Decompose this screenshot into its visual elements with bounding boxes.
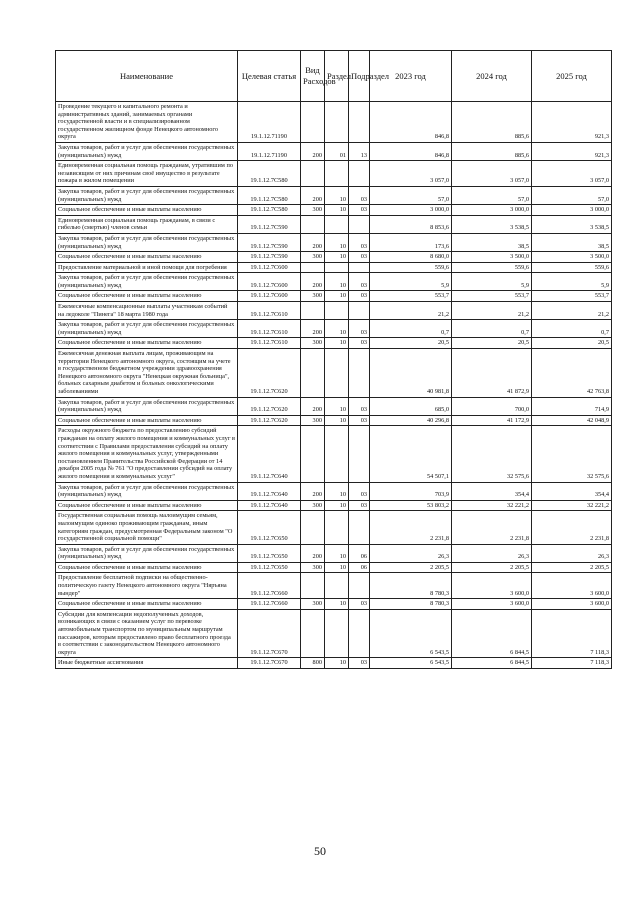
row-amount-2024: 2 205,5: [452, 562, 532, 573]
row-name: Социальное обеспечение и иные выплаты населению: [56, 205, 238, 216]
row-expense-type: 300: [301, 415, 325, 426]
row-subsection: 06: [349, 562, 370, 573]
row-section: [325, 609, 349, 658]
row-target-article: 19.1.12.7С670: [238, 609, 301, 658]
header-2025: 2025 год: [532, 51, 612, 102]
row-expense-type: 300: [301, 599, 325, 610]
table-row: [56, 573, 612, 599]
row-amount-2025: 3 000,0: [532, 205, 612, 216]
row-subsection: 03: [349, 273, 370, 291]
row-amount-2024: 3 538,5: [452, 215, 532, 233]
row-target-article: 19.1.12.7С580: [238, 161, 301, 187]
row-target-article: 19.1.12.7С600: [238, 273, 301, 291]
row-name: Государственная социальная помощь малоимущим семьям, малоимущим одиноко проживающим гражданам, иным категориям граждан, предусмотренная Федеральным законом "О государственной социальной помощи": [56, 511, 238, 544]
row-section: [325, 262, 349, 273]
row-name: Предоставление бесплатной подписки на общественно-политическую газету Ненецкого автономного округа "Няръяна вындер": [56, 573, 238, 599]
row-subsection: 03: [349, 397, 370, 415]
row-subsection: 03: [349, 599, 370, 610]
table-row: [56, 562, 612, 573]
row-name: Закупка товаров, работ и услуг для обеспечения государственных (муниципальных) нужд: [56, 186, 238, 204]
row-amount-2024: 21,2: [452, 302, 532, 320]
row-subsection: [349, 426, 370, 482]
row-section: [325, 573, 349, 599]
row-amount-2023: 173,6: [370, 233, 452, 251]
row-amount-2024: 885,6: [452, 102, 532, 143]
row-amount-2023: 3 057,0: [370, 161, 452, 187]
row-name: Закупка товаров, работ и услуг для обеспечения государственных (муниципальных) нужд: [56, 544, 238, 562]
row-subsection: 06: [349, 544, 370, 562]
row-subsection: 13: [349, 142, 370, 160]
row-target-article: 19.1.12.7С660: [238, 599, 301, 610]
table-row: [56, 233, 612, 251]
row-amount-2025: 3 538,5: [532, 215, 612, 233]
row-amount-2025: 42 048,9: [532, 415, 612, 426]
row-expense-type: [301, 161, 325, 187]
row-expense-type: 300: [301, 562, 325, 573]
row-subsection: 03: [349, 500, 370, 511]
row-amount-2023: 846,8: [370, 102, 452, 143]
row-amount-2024: 41 872,9: [452, 349, 532, 398]
row-amount-2023: 6 543,5: [370, 658, 452, 669]
table-row: [56, 102, 612, 143]
row-expense-type: [301, 426, 325, 482]
header-subsection: Подраздел: [349, 51, 370, 102]
row-section: [325, 511, 349, 544]
table-row: [56, 142, 612, 160]
row-amount-2025: 559,6: [532, 262, 612, 273]
row-name: Единовременная социальная помощь гражданам, в связи с гибелью (смертью) членов семьи: [56, 215, 238, 233]
table-row: [56, 338, 612, 349]
row-expense-type: [301, 262, 325, 273]
row-section: 10: [325, 320, 349, 338]
row-subsection: [349, 349, 370, 398]
row-expense-type: 200: [301, 544, 325, 562]
row-subsection: 03: [349, 658, 370, 669]
row-subsection: 03: [349, 320, 370, 338]
row-subsection: 03: [349, 291, 370, 302]
table-row: [56, 426, 612, 482]
row-amount-2025: 3 057,0: [532, 161, 612, 187]
row-name: Проведение текущего и капитального ремонта и административных зданий, занимаемых органами государственной власти и в специализированном государственном жилищном фонде Ненецкого автономного округа: [56, 102, 238, 143]
row-expense-type: 200: [301, 482, 325, 500]
header-expense-type: Вид Расходов: [301, 51, 325, 102]
row-section: 10: [325, 186, 349, 204]
row-section: 10: [325, 544, 349, 562]
row-target-article: 19.1.12.7С650: [238, 562, 301, 573]
row-amount-2025: 38,5: [532, 233, 612, 251]
row-subsection: 03: [349, 338, 370, 349]
row-expense-type: 300: [301, 500, 325, 511]
row-amount-2024: 3 500,0: [452, 252, 532, 263]
row-target-article: 19.1.12.7С590: [238, 252, 301, 263]
row-target-article: 19.1.12.7С650: [238, 544, 301, 562]
row-subsection: 03: [349, 205, 370, 216]
row-amount-2025: 7 118,3: [532, 609, 612, 658]
row-amount-2023: 40 296,8: [370, 415, 452, 426]
row-name: Иные бюджетные ассигнования: [56, 658, 238, 669]
row-subsection: [349, 573, 370, 599]
row-amount-2025: 3 500,0: [532, 252, 612, 263]
row-name: Ежемесячные компенсационные выплаты участникам событий на ледоколе "Пинега" 18 марта 1980 года: [56, 302, 238, 320]
row-amount-2023: 553,7: [370, 291, 452, 302]
row-amount-2024: 32 221,2: [452, 500, 532, 511]
row-expense-type: [301, 215, 325, 233]
row-target-article: 19.1.12.71190: [238, 102, 301, 143]
row-amount-2023: 40 981,8: [370, 349, 452, 398]
row-expense-type: 200: [301, 186, 325, 204]
row-amount-2024: 32 575,6: [452, 426, 532, 482]
row-section: 10: [325, 397, 349, 415]
row-expense-type: 300: [301, 252, 325, 263]
row-subsection: 03: [349, 233, 370, 251]
row-amount-2024: 26,3: [452, 544, 532, 562]
row-amount-2025: 3 600,0: [532, 599, 612, 610]
row-amount-2023: 8 780,3: [370, 599, 452, 610]
row-subsection: [349, 215, 370, 233]
row-expense-type: 200: [301, 273, 325, 291]
table-row: [56, 205, 612, 216]
row-target-article: 19.1.12.7С640: [238, 500, 301, 511]
row-target-article: 19.1.12.7С600: [238, 291, 301, 302]
row-expense-type: 200: [301, 397, 325, 415]
row-amount-2025: 553,7: [532, 291, 612, 302]
table-row: [56, 500, 612, 511]
row-amount-2024: 38,5: [452, 233, 532, 251]
row-target-article: 19.1.12.7С670: [238, 658, 301, 669]
row-name: Социальное обеспечение и иные выплаты населению: [56, 252, 238, 263]
row-section: 10: [325, 599, 349, 610]
row-amount-2025: 7 118,3: [532, 658, 612, 669]
header-2024: 2024 год: [452, 51, 532, 102]
row-amount-2024: 3 600,0: [452, 573, 532, 599]
row-expense-type: 200: [301, 320, 325, 338]
row-expense-type: 200: [301, 233, 325, 251]
row-target-article: 19.1.12.7С580: [238, 186, 301, 204]
row-name: Расходы окружного бюджета по предоставлению субсидий гражданам на оплату жилого помещения и коммунальных услуг в соответствии с Правилами предоставления субсидий на оплату жилого помещения и коммунальных услуг, утвержденными постановлением Правительства Российской Федерации от 14 декабря 2005 года № 761 "О предоставлении субсидий на оплату жилого помещения и коммунальных услуг": [56, 426, 238, 482]
row-section: [325, 161, 349, 187]
row-amount-2024: 3 057,0: [452, 161, 532, 187]
row-target-article: 19.1.12.7С610: [238, 302, 301, 320]
page-number: 50: [314, 844, 326, 858]
table-row: [56, 397, 612, 415]
row-name: Закупка товаров, работ и услуг для обеспечения государственных (муниципальных) нужд: [56, 142, 238, 160]
row-subsection: 03: [349, 482, 370, 500]
table-row: [56, 511, 612, 544]
row-amount-2023: 26,3: [370, 544, 452, 562]
row-name: Социальное обеспечение и иные выплаты населению: [56, 415, 238, 426]
row-amount-2025: 21,2: [532, 302, 612, 320]
header-2023: 2023 год: [370, 51, 452, 102]
row-name: Закупка товаров, работ и услуг для обеспечения государственных (муниципальных) нужд: [56, 397, 238, 415]
row-subsection: 03: [349, 415, 370, 426]
row-amount-2024: 559,6: [452, 262, 532, 273]
row-amount-2024: 553,7: [452, 291, 532, 302]
row-amount-2023: 21,2: [370, 302, 452, 320]
row-amount-2025: 0,7: [532, 320, 612, 338]
row-target-article: 19.1.12.7С650: [238, 511, 301, 544]
row-subsection: [349, 609, 370, 658]
row-name: Социальное обеспечение и иные выплаты населению: [56, 562, 238, 573]
row-amount-2025: 921,3: [532, 102, 612, 143]
row-section: 10: [325, 205, 349, 216]
row-expense-type: 300: [301, 338, 325, 349]
row-target-article: 19.1.12.7С620: [238, 349, 301, 398]
row-section: [325, 349, 349, 398]
row-target-article: 19.1.12.7С590: [238, 233, 301, 251]
table-row: [56, 262, 612, 273]
row-amount-2024: 2 231,8: [452, 511, 532, 544]
row-section: [325, 215, 349, 233]
row-amount-2025: 354,4: [532, 482, 612, 500]
table-row: [56, 186, 612, 204]
row-target-article: 19.1.12.7С580: [238, 205, 301, 216]
table-row: [56, 482, 612, 500]
row-amount-2023: 685,0: [370, 397, 452, 415]
row-amount-2025: 5,9: [532, 273, 612, 291]
table-row: [56, 609, 612, 658]
row-amount-2024: 354,4: [452, 482, 532, 500]
row-amount-2023: 846,8: [370, 142, 452, 160]
row-name: Закупка товаров, работ и услуг для обеспечения государственных (муниципальных) нужд: [56, 233, 238, 251]
row-expense-type: [301, 609, 325, 658]
row-expense-type: [301, 511, 325, 544]
row-amount-2024: 41 172,9: [452, 415, 532, 426]
row-section: [325, 426, 349, 482]
row-name: Закупка товаров, работ и услуг для обеспечения государственных (муниципальных) нужд: [56, 320, 238, 338]
row-section: 10: [325, 482, 349, 500]
header-name: Наименование: [56, 51, 238, 102]
row-target-article: 19.1.12.7С610: [238, 338, 301, 349]
row-amount-2025: 26,3: [532, 544, 612, 562]
row-target-article: 19.1.12.7С640: [238, 482, 301, 500]
row-amount-2023: 8 853,6: [370, 215, 452, 233]
row-amount-2023: 2 205,5: [370, 562, 452, 573]
row-target-article: 19.1.12.7С640: [238, 426, 301, 482]
row-expense-type: [301, 102, 325, 143]
table-row: [56, 215, 612, 233]
row-amount-2025: 714,9: [532, 397, 612, 415]
row-amount-2025: 2 205,5: [532, 562, 612, 573]
table-row: [56, 161, 612, 187]
row-expense-type: [301, 302, 325, 320]
row-name: Ежемесячная денежная выплата лицам, проживающим на территории Ненецкого автономного округа, состоящим на учете в государственном бюджетном учреждении здравоохранения Ненецкого автономного округа "Ненецкая окружная больница", больных сахарным диабетом и больных онкологическими заболеваниями: [56, 349, 238, 398]
row-subsection: [349, 511, 370, 544]
row-amount-2025: 20,5: [532, 338, 612, 349]
row-section: 10: [325, 233, 349, 251]
row-amount-2023: 54 507,1: [370, 426, 452, 482]
row-section: 10: [325, 658, 349, 669]
row-section: [325, 102, 349, 143]
row-target-article: 19.1.12.7С620: [238, 415, 301, 426]
row-amount-2024: 3 600,0: [452, 599, 532, 610]
row-amount-2023: 57,0: [370, 186, 452, 204]
row-section: 10: [325, 252, 349, 263]
row-amount-2023: 20,5: [370, 338, 452, 349]
row-section: 01: [325, 142, 349, 160]
table-row: [56, 302, 612, 320]
row-expense-type: 300: [301, 291, 325, 302]
row-name: Социальное обеспечение и иные выплаты населению: [56, 338, 238, 349]
row-name: Социальное обеспечение и иные выплаты населению: [56, 500, 238, 511]
row-section: 10: [325, 291, 349, 302]
row-amount-2023: 8 780,3: [370, 573, 452, 599]
row-name: Социальное обеспечение и иные выплаты населению: [56, 291, 238, 302]
row-amount-2024: 0,7: [452, 320, 532, 338]
row-amount-2023: 703,9: [370, 482, 452, 500]
row-expense-type: 200: [301, 142, 325, 160]
row-amount-2025: 921,3: [532, 142, 612, 160]
row-section: 10: [325, 415, 349, 426]
row-expense-type: [301, 573, 325, 599]
row-name: Закупка товаров, работ и услуг для обеспечения государственных (муниципальных) нужд: [56, 482, 238, 500]
row-subsection: [349, 262, 370, 273]
row-subsection: 03: [349, 252, 370, 263]
row-expense-type: 300: [301, 205, 325, 216]
row-target-article: 19.1.12.7С620: [238, 397, 301, 415]
row-amount-2023: 3 000,0: [370, 205, 452, 216]
table-row: [56, 544, 612, 562]
row-section: 10: [325, 273, 349, 291]
row-subsection: [349, 161, 370, 187]
row-amount-2025: 42 763,8: [532, 349, 612, 398]
table-row: [56, 349, 612, 398]
table-row: [56, 599, 612, 610]
row-target-article: 19.1.12.7С600: [238, 262, 301, 273]
row-amount-2025: 3 600,0: [532, 573, 612, 599]
row-amount-2023: 2 231,8: [370, 511, 452, 544]
row-name: Закупка товаров, работ и услуг для обеспечения государственных (муниципальных) нужд: [56, 273, 238, 291]
row-section: 10: [325, 562, 349, 573]
row-amount-2024: 5,9: [452, 273, 532, 291]
row-name: Предоставление материальной и иной помощи для погребения: [56, 262, 238, 273]
row-section: 10: [325, 338, 349, 349]
row-target-article: 19.1.12.7С660: [238, 573, 301, 599]
row-name: Единовременная социальная помощь гражданам, утратившим по независящим от них причинам своё имущество в результате пожара в жилом помещении: [56, 161, 238, 187]
row-subsection: [349, 102, 370, 143]
row-subsection: 03: [349, 186, 370, 204]
row-amount-2025: 32 575,6: [532, 426, 612, 482]
table-row: [56, 415, 612, 426]
row-amount-2025: 57,0: [532, 186, 612, 204]
table-row: [56, 252, 612, 263]
row-name: Субсидии для компенсации недополученных доходов, возникающих в связи с оказанием услуг по перевозке автомобильным транспортом по муниципальным маршрутам пассажиров, которым предоставлено право бесплатного проезда в соответствии с законодательством Ненецкого автономного округа: [56, 609, 238, 658]
row-amount-2023: 53 803,2: [370, 500, 452, 511]
table-row: [56, 291, 612, 302]
row-expense-type: 800: [301, 658, 325, 669]
row-amount-2025: 32 221,2: [532, 500, 612, 511]
row-target-article: 19.1.12.7С610: [238, 320, 301, 338]
row-amount-2023: 8 680,0: [370, 252, 452, 263]
row-amount-2023: 5,9: [370, 273, 452, 291]
table-row: [56, 658, 612, 669]
row-amount-2025: 2 231,8: [532, 511, 612, 544]
row-amount-2023: 559,6: [370, 262, 452, 273]
header-row: [56, 51, 612, 102]
row-section: [325, 302, 349, 320]
table-row: [56, 273, 612, 291]
row-name: Социальное обеспечение и иные выплаты населению: [56, 599, 238, 610]
row-target-article: 19.1.12.7С590: [238, 215, 301, 233]
row-subsection: [349, 302, 370, 320]
row-amount-2024: 20,5: [452, 338, 532, 349]
header-section: Раздел: [325, 51, 349, 102]
row-target-article: 19.1.12.71190: [238, 142, 301, 160]
row-expense-type: [301, 349, 325, 398]
row-amount-2024: 3 000,0: [452, 205, 532, 216]
row-section: 10: [325, 500, 349, 511]
row-amount-2024: 57,0: [452, 186, 532, 204]
row-amount-2024: 885,6: [452, 142, 532, 160]
header-target-article: Целевая статья: [238, 51, 301, 102]
budget-table: [55, 50, 612, 669]
row-amount-2024: 6 844,5: [452, 658, 532, 669]
row-amount-2024: 700,0: [452, 397, 532, 415]
row-amount-2023: 0,7: [370, 320, 452, 338]
row-amount-2023: 6 543,5: [370, 609, 452, 658]
row-amount-2024: 6 844,5: [452, 609, 532, 658]
budget-page: [55, 50, 611, 669]
table-row: [56, 320, 612, 338]
